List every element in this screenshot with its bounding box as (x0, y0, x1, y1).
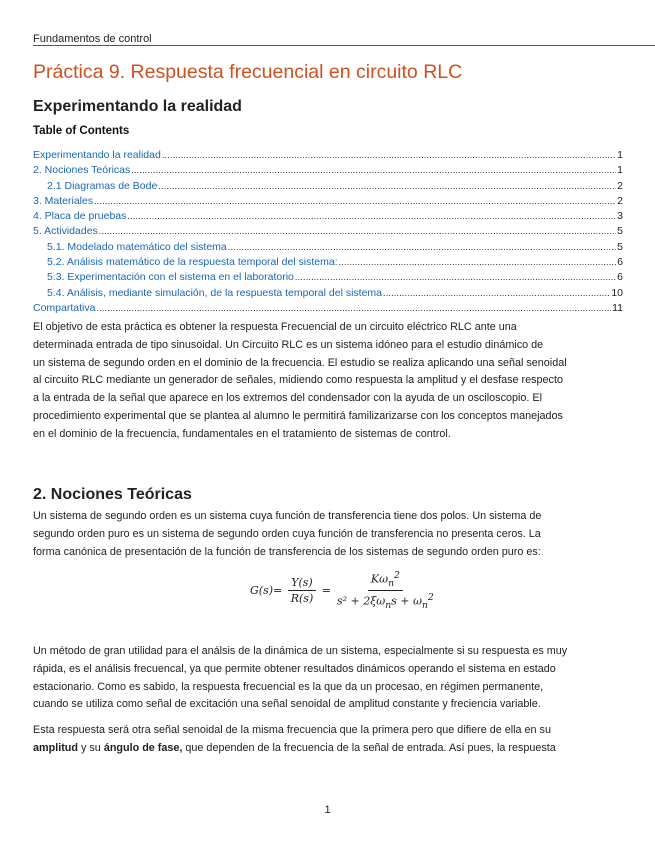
toc-item[interactable] (33, 255, 623, 270)
theory-paragraph: Un sistema de segundo orden es un sistema cuya función de transferencia tiene dos polos. Un sistema de segundo orden puro es un sistema de segundo orden cuya función de transferencia no presenta ceros. La forma canónica de presentación de la función de transferencia de los sistemas de segundo orden puro es: (33, 510, 542, 558)
section-heading-experimentando: Experimentando la realidad (33, 98, 242, 115)
intro-paragraph: El objetivo de esta práctica es obtener la respuesta Frecuencial de un circuito eléctrico RLC ante una determinada entrada de tipo sinusoidal. Un Circuito RLC es un sistema idóneo para el estudio dinámico de un sistema de segundo orden en el dominio de la frecuencia. El estudio se realiza aplicando una señal senoidal al circuito RLC mediante un generador de señales, midiendo como respuesta la amplitud y el desfase respecto a la entrada de la señal que aparece en los extremos del condensador con la ayuda de un osciloscopio. El procedimiento experimental que se plantea al alumno le permitirá familizarizarse con los conceptos manejados en el dominio de la frecuencia, fundamentales en el tratamiento de sistemas de control. (33, 321, 567, 440)
running-header (33, 33, 655, 46)
section-heading-nociones: 2. Nociones Teóricas (33, 486, 192, 503)
toc-item-link[interactable]: 3. Materiales (33, 194, 94, 207)
toc-item-link[interactable]: 2. Nociones Teóricas (33, 164, 131, 177)
toc-item-link[interactable]: Compartativa (33, 301, 96, 314)
toc-item-page: 1 (617, 164, 623, 177)
response-paragraph: Esta respuesta será otra señal senoidal de la misma frecuencia que la primera pero que difiere de ella en su amplitud y su ángulo de fase, que dependen de la frecuencia de la señal de entrada. Así pues, la respuesta (33, 724, 556, 754)
io-ratio: $\frac{Y(s)}{R(s)}$ (288, 576, 316, 605)
toc-item-link[interactable]: 5.3. Experimentación con el sistema en el laboratorio (47, 271, 294, 284)
toc-item-page: 11 (612, 301, 623, 314)
toc-item-link[interactable]: Experimentando la realidad (33, 149, 161, 161)
toc-item[interactable] (33, 286, 623, 301)
toc-item-link[interactable]: 5.2. Análisis matemático de la respuesta temporal del sistema: (47, 256, 338, 269)
toc-heading: Table of Contents (33, 125, 130, 137)
toc-item-page: 2 (617, 179, 623, 192)
transfer-function-formula: G(s)= $\frac{Y(s)}{R(s)}$ = $\frac{K\omega_n^2}{s^2 + 2\xi\omega_ns + \omega_n^2}$ (250, 569, 434, 611)
toc-item[interactable] (33, 209, 623, 224)
document-title: Práctica 9. Respuesta frecuencial en circuito RLC (33, 61, 463, 83)
table-of-contents (33, 148, 623, 316)
toc-item-page: 6 (617, 256, 623, 269)
canonical-fraction: $\frac{K\omega_n^2}{s^2 + 2\xi\omega_ns + \omega_n^2}$ (336, 569, 434, 611)
toc-item-link[interactable]: 4. Placa de pruebas (33, 210, 127, 223)
toc-item[interactable] (33, 148, 623, 163)
toc-item-link[interactable]: 5.1. Modelado matemático del sistema (47, 240, 227, 253)
toc-item-link[interactable]: 2.1 Diagramas de Bode (47, 179, 158, 192)
frequency-analysis-paragraph: Un método de gran utilidad para el análsis de la dinámica de un sistema, especialmente si su respuesta es muy rápida, es el análisis frecuencal, ya que permite obtener resultados dinámicos operando el sistema en estado estacionario. Como es sabido, la respuesta frecuencial es la que da un procesao, en régimen permanente, cuando se utiliza como señal de excitación una señal senoidal de amplitud constante y freciencia variable. (33, 645, 568, 711)
toc-item[interactable] (33, 194, 623, 209)
toc-item-page: 6 (617, 271, 623, 284)
toc-item-page: 1 (617, 149, 623, 161)
toc-item-link[interactable]: 5.4. Análisis, mediante simulación, de la respuesta temporal del sistema (47, 286, 383, 299)
toc-item-page: 10 (611, 286, 623, 299)
toc-item[interactable] (33, 179, 623, 194)
toc-item-page: 5 (617, 225, 623, 238)
toc-item[interactable] (33, 240, 623, 255)
toc-item-link[interactable]: 5. Actividades (33, 225, 98, 238)
toc-item[interactable] (33, 301, 623, 316)
toc-item-page: 2 (617, 194, 623, 207)
toc-item[interactable] (33, 224, 623, 239)
toc-item-page: 5 (617, 240, 623, 253)
toc-item[interactable] (33, 163, 623, 178)
toc-item[interactable] (33, 270, 623, 285)
running-header-title: Fundamentos de control (33, 33, 152, 45)
toc-item-page: 3 (617, 210, 623, 223)
page-number: 1 (324, 804, 331, 816)
